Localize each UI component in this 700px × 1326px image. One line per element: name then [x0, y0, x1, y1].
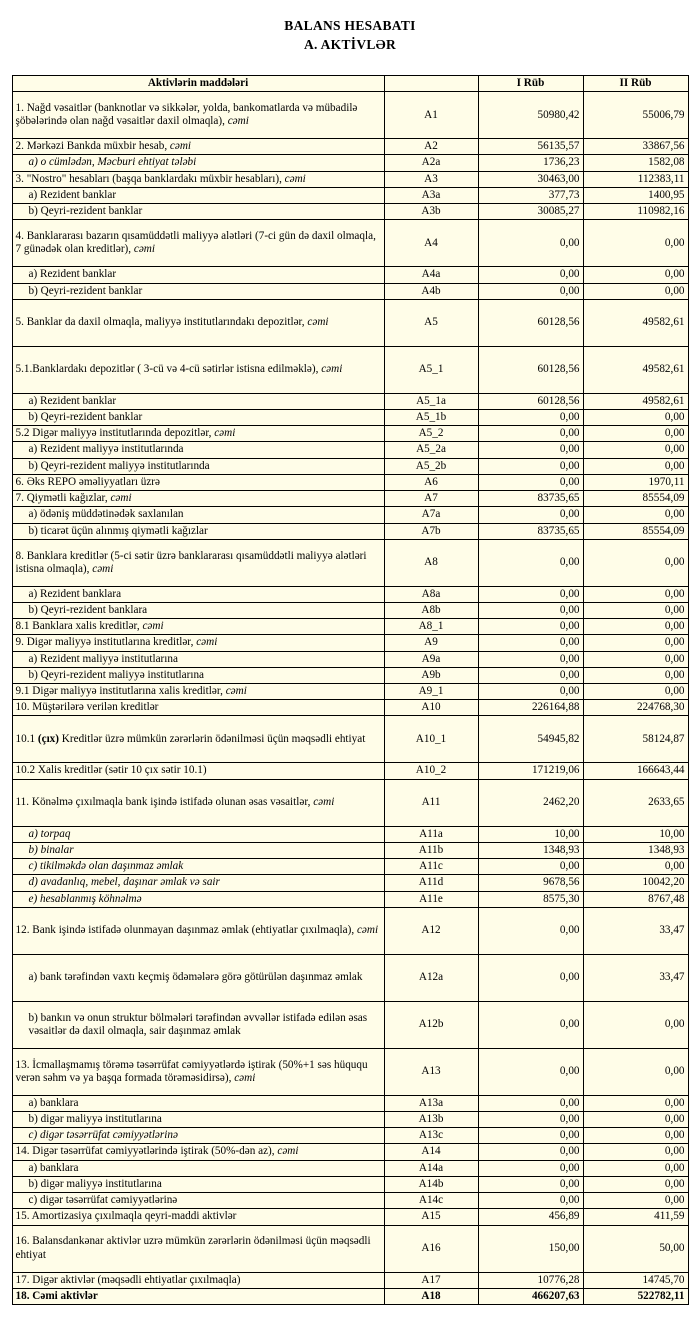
row-label: 11. Könəlmə çıxılmaqla bank işində istifadə olunan əsas vəsaitlər, cəmi [12, 779, 384, 826]
row-value-q1: 0,00 [478, 507, 583, 523]
row-label: 4. Banklararası bazarın qısamüddətli maliyyə alətləri (7-ci gün də daxil olmaqla, 7 günədək olan kreditlər), cəmi [12, 220, 384, 267]
row-code: A18 [384, 1288, 478, 1304]
row-value-q1: 0,00 [478, 651, 583, 667]
row-code: A10 [384, 700, 478, 716]
table-row [12, 1225, 688, 1272]
row-label: 5.1.Banklardakı depozitlər ( 3-cü və 4-cü sətirlər istisna edilməklə), cəmi [12, 346, 384, 393]
table-row [12, 283, 688, 299]
row-value-q1: 0,00 [478, 539, 583, 586]
table-row [12, 619, 688, 635]
row-label: a) o cümlədən, Məcburi ehtiyat tələbi [12, 155, 384, 171]
row-code: A6 [384, 474, 478, 490]
row-label: 10.2 Xalis kreditlər (sətir 10 çıx sətir 10.1) [12, 763, 384, 779]
row-value-q1: 0,00 [478, 619, 583, 635]
row-value-q2: 49582,61 [583, 393, 688, 409]
table-row [12, 507, 688, 523]
row-value-q1: 2462,20 [478, 779, 583, 826]
table-row [12, 474, 688, 490]
row-value-q1: 0,00 [478, 954, 583, 1001]
row-value-q2: 85554,09 [583, 491, 688, 507]
table-row [12, 539, 688, 586]
row-label: 8.1 Banklara xalis kreditlər, cəmi [12, 619, 384, 635]
row-value-q2: 0,00 [583, 1128, 688, 1144]
row-code: A11a [384, 826, 478, 842]
row-code: A5_2a [384, 442, 478, 458]
row-value-q1: 0,00 [478, 220, 583, 267]
table-row [12, 155, 688, 171]
row-value-q2: 0,00 [583, 1176, 688, 1192]
row-value-q1: 0,00 [478, 1112, 583, 1128]
row-value-q1: 30463,00 [478, 171, 583, 187]
row-value-q2: 0,00 [583, 1048, 688, 1095]
table-row [12, 763, 688, 779]
table-row [12, 635, 688, 651]
row-value-q1: 60128,56 [478, 346, 583, 393]
row-value-q1: 60128,56 [478, 299, 583, 346]
table-row [12, 139, 688, 155]
table-row [12, 651, 688, 667]
table-row [12, 954, 688, 1001]
row-code: A11e [384, 891, 478, 907]
row-value-q1: 456,89 [478, 1209, 583, 1225]
column-header-code [384, 76, 478, 92]
row-value-q1: 466207,63 [478, 1288, 583, 1304]
row-value-q2: 33,47 [583, 954, 688, 1001]
row-value-q2: 2633,65 [583, 779, 688, 826]
row-value-q2: 10042,20 [583, 875, 688, 891]
row-value-q2: 0,00 [583, 667, 688, 683]
row-value-q1: 0,00 [478, 907, 583, 954]
row-code: A12b [384, 1001, 478, 1048]
row-label: c) digər təsərrüfat cəmiyyətlərinə [12, 1193, 384, 1209]
document-page [0, 18, 700, 1305]
row-label: e) hesablanmış köhnəlmə [12, 891, 384, 907]
row-label: b) Qeyri-rezident banklara [12, 602, 384, 618]
row-value-q2: 0,00 [583, 1193, 688, 1209]
row-code: A17 [384, 1272, 478, 1288]
table-row [12, 92, 688, 139]
row-label: 16. Balansdankənar aktivlər uzrə mümkün zərərlərin ödənilməsi üçün məqsədli ehtiyat [12, 1225, 384, 1272]
table-row [12, 204, 688, 220]
row-value-q1: 30085,27 [478, 204, 583, 220]
row-value-q1: 0,00 [478, 267, 583, 283]
row-value-q2: 0,00 [583, 539, 688, 586]
row-value-q1: 0,00 [478, 684, 583, 700]
row-code: A10_2 [384, 763, 478, 779]
row-label: 17. Digər aktivlər (məqsədli ehtiyatlar çıxılmaqla) [12, 1272, 384, 1288]
row-value-q1: 0,00 [478, 586, 583, 602]
row-value-q1: 226164,88 [478, 700, 583, 716]
row-label: a) Rezident banklar [12, 393, 384, 409]
row-label: a) banklara [12, 1095, 384, 1111]
table-row [12, 409, 688, 425]
row-label: 2. Mərkəzi Bankda müxbir hesab, cəmi [12, 139, 384, 155]
row-code: A3 [384, 171, 478, 187]
row-value-q2: 1970,11 [583, 474, 688, 490]
row-value-q1: 0,00 [478, 602, 583, 618]
row-value-q2: 522782,11 [583, 1288, 688, 1304]
row-label: 9.1 Digər maliyyə institutlarına xalis kreditlər, cəmi [12, 684, 384, 700]
row-value-q2: 0,00 [583, 507, 688, 523]
row-value-q2: 411,59 [583, 1209, 688, 1225]
table-row [12, 220, 688, 267]
row-label: a) banklara [12, 1160, 384, 1176]
row-value-q2: 0,00 [583, 602, 688, 618]
row-value-q2: 1400,95 [583, 187, 688, 203]
row-label: 7. Qiymətli kağızlar, cəmi [12, 491, 384, 507]
row-code: A16 [384, 1225, 478, 1272]
row-label: b) binalar [12, 842, 384, 858]
table-header-row [12, 76, 688, 92]
row-label: 14. Digər təsərrüfat cəmiyyətlərində iştirak (50%-dən az), cəmi [12, 1144, 384, 1160]
row-code: A11 [384, 779, 478, 826]
table-row [12, 1209, 688, 1225]
row-value-q2: 0,00 [583, 458, 688, 474]
row-label: a) torpaq [12, 826, 384, 842]
table-row [12, 299, 688, 346]
row-value-q1: 0,00 [478, 1048, 583, 1095]
row-value-q1: 0,00 [478, 409, 583, 425]
row-code: A8 [384, 539, 478, 586]
row-value-q1: 0,00 [478, 859, 583, 875]
row-code: A5_1a [384, 393, 478, 409]
row-code: A11b [384, 842, 478, 858]
row-value-q2: 1582,08 [583, 155, 688, 171]
row-code: A4 [384, 220, 478, 267]
row-code: A13b [384, 1112, 478, 1128]
row-value-q2: 50,00 [583, 1225, 688, 1272]
row-label: b) bankın və onun struktur bölmələri tərəfindən əvvəllər istifadə edilən əsas vəsaitlər də daxil olmaqla, sair daşınmaz əmlak [12, 1001, 384, 1048]
row-label: 5.2 Digər maliyyə institutlarında depozitlər, cəmi [12, 426, 384, 442]
row-value-q2: 0,00 [583, 1144, 688, 1160]
table-row [12, 1144, 688, 1160]
row-code: A9b [384, 667, 478, 683]
table-row [12, 171, 688, 187]
row-code: A8_1 [384, 619, 478, 635]
row-value-q2: 0,00 [583, 1001, 688, 1048]
table-row [12, 586, 688, 602]
row-label: 13. İcmallaşmamış törəmə təsərrüfat cəmiyyətlərdə iştirak (50%+1 səs hüququ verən səhm və ya başqa formada törəməsidirsə), cəmi [12, 1048, 384, 1095]
table-row [12, 700, 688, 716]
row-label: 1. Nağd vəsaitlər (banknotlar və sikkələr, yolda, bankomatlarda və mübadilə şöbələrində olan nağd vəsaitlər daxil olmaqla), cəmi [12, 92, 384, 139]
row-code: A13 [384, 1048, 478, 1095]
row-code: A11c [384, 859, 478, 875]
table-row [12, 1048, 688, 1095]
table-header [12, 76, 688, 92]
table-row [12, 684, 688, 700]
column-header-q2: II Rüb [583, 76, 688, 92]
row-value-q1: 60128,56 [478, 393, 583, 409]
row-code: A9 [384, 635, 478, 651]
table-row [12, 442, 688, 458]
row-label: b) Qeyri-rezident maliyyə institutlarında [12, 458, 384, 474]
row-code: A15 [384, 1209, 478, 1225]
row-code: A8b [384, 602, 478, 618]
row-value-q2: 49582,61 [583, 346, 688, 393]
row-value-q2: 14745,70 [583, 1272, 688, 1288]
table-row [12, 779, 688, 826]
row-label: a) Rezident banklara [12, 586, 384, 602]
table-row [12, 842, 688, 858]
row-value-q2: 0,00 [583, 220, 688, 267]
row-code: A14b [384, 1176, 478, 1192]
table-row [12, 346, 688, 393]
row-code: A13c [384, 1128, 478, 1144]
row-value-q1: 1736,23 [478, 155, 583, 171]
row-code: A13a [384, 1095, 478, 1111]
row-code: A14c [384, 1193, 478, 1209]
row-value-q2: 85554,09 [583, 523, 688, 539]
row-label: d) avadanlıq, mebel, daşınar əmlak və sair [12, 875, 384, 891]
row-value-q2: 0,00 [583, 651, 688, 667]
table-row [12, 602, 688, 618]
row-code: A5_1b [384, 409, 478, 425]
row-value-q2: 0,00 [583, 426, 688, 442]
row-label: b) Qeyri-rezident maliyyə institutlarına [12, 667, 384, 683]
table-row [12, 826, 688, 842]
row-value-q2: 110982,16 [583, 204, 688, 220]
table-row [12, 267, 688, 283]
row-value-q1: 0,00 [478, 283, 583, 299]
row-label: 6. Əks REPO əməliyyatları üzrə [12, 474, 384, 490]
row-value-q2: 0,00 [583, 409, 688, 425]
row-label: c) tikilməkdə olan daşınmaz əmlak [12, 859, 384, 875]
row-value-q1: 83735,65 [478, 491, 583, 507]
table-row [12, 1288, 688, 1304]
row-code: A5_2 [384, 426, 478, 442]
row-value-q2: 0,00 [583, 586, 688, 602]
row-label: a) ödəniş müddətinədək saxlanılan [12, 507, 384, 523]
column-header-q1: I Rüb [478, 76, 583, 92]
row-code: A5_2b [384, 458, 478, 474]
table-row [12, 426, 688, 442]
table-row [12, 1112, 688, 1128]
row-value-q1: 171219,06 [478, 763, 583, 779]
row-value-q1: 54945,82 [478, 716, 583, 763]
row-label: 18. Cəmi aktivlər [12, 1288, 384, 1304]
table-row [12, 1128, 688, 1144]
row-label: b) Qeyri-rezident banklar [12, 283, 384, 299]
page-subtitle: A. AKTİVLƏR [303, 37, 397, 52]
row-value-q1: 10776,28 [478, 1272, 583, 1288]
row-label: 12. Bank işində istifadə olunmayan daşınmaz əmlak (ehtiyatlar çıxılmaqla), cəmi [12, 907, 384, 954]
row-label: 15. Amortizasiya çıxılmaqla qeyri-maddi aktivlər [12, 1209, 384, 1225]
row-label: 10.1 (çıx) Kreditlər üzrə mümkün zərərlərin ödənilməsi üçün məqsədli ehtiyat [12, 716, 384, 763]
row-code: A14a [384, 1160, 478, 1176]
row-value-q1: 0,00 [478, 667, 583, 683]
row-label: b) ticarət üçün alınmış qiymətli kağızlar [12, 523, 384, 539]
row-value-q2: 55006,79 [583, 92, 688, 139]
row-value-q2: 0,00 [583, 267, 688, 283]
row-value-q1: 377,73 [478, 187, 583, 203]
table-row [12, 716, 688, 763]
row-code: A4b [384, 283, 478, 299]
row-code: A3a [384, 187, 478, 203]
row-code: A9_1 [384, 684, 478, 700]
row-code: A5_1 [384, 346, 478, 393]
row-code: A7 [384, 491, 478, 507]
row-value-q2: 0,00 [583, 1160, 688, 1176]
row-value-q1: 50980,42 [478, 92, 583, 139]
row-code: A5 [384, 299, 478, 346]
row-value-q2: 0,00 [583, 283, 688, 299]
table-row [12, 523, 688, 539]
row-value-q2: 8767,48 [583, 891, 688, 907]
row-value-q2: 49582,61 [583, 299, 688, 346]
table-row [12, 1176, 688, 1192]
row-value-q1: 83735,65 [478, 523, 583, 539]
row-code: A2a [384, 155, 478, 171]
row-code: A12 [384, 907, 478, 954]
row-value-q1: 150,00 [478, 1225, 583, 1272]
table-row [12, 1095, 688, 1111]
row-label: b) digər maliyyə institutlarına [12, 1112, 384, 1128]
row-code: A4a [384, 267, 478, 283]
column-header-label: Aktivlərin maddələri [12, 76, 384, 92]
row-value-q2: 58124,87 [583, 716, 688, 763]
row-value-q1: 0,00 [478, 1176, 583, 1192]
row-label: b) digər maliyyə institutlarına [12, 1176, 384, 1192]
row-value-q1: 56135,57 [478, 139, 583, 155]
row-value-q2: 10,00 [583, 826, 688, 842]
row-label: 9. Digər maliyyə institutlarına kreditlər, cəmi [12, 635, 384, 651]
row-value-q2: 112383,11 [583, 171, 688, 187]
row-value-q1: 0,00 [478, 458, 583, 474]
row-code: A9a [384, 651, 478, 667]
row-code: A7a [384, 507, 478, 523]
row-value-q2: 0,00 [583, 1095, 688, 1111]
row-value-q1: 0,00 [478, 635, 583, 651]
row-value-q2: 33867,56 [583, 139, 688, 155]
row-value-q2: 33,47 [583, 907, 688, 954]
row-code: A8a [384, 586, 478, 602]
row-value-q1: 0,00 [478, 426, 583, 442]
row-label: 10. Müştərilərə verilən kreditlər [12, 700, 384, 716]
page-title: BALANS HESABATI [284, 18, 416, 33]
table-row [12, 907, 688, 954]
row-value-q2: 0,00 [583, 859, 688, 875]
row-value-q1: 0,00 [478, 1001, 583, 1048]
row-value-q1: 0,00 [478, 1144, 583, 1160]
row-value-q2: 0,00 [583, 619, 688, 635]
row-value-q2: 0,00 [583, 635, 688, 651]
row-value-q2: 224768,30 [583, 700, 688, 716]
row-label: c) digər təsərrüfat cəmiyyətlərinə [12, 1128, 384, 1144]
row-label: a) Rezident banklar [12, 187, 384, 203]
row-value-q2: 0,00 [583, 442, 688, 458]
row-value-q1: 0,00 [478, 1193, 583, 1209]
row-value-q2: 1348,93 [583, 842, 688, 858]
row-value-q1: 0,00 [478, 442, 583, 458]
row-label: 3. "Nostro" hesabları (başqa banklardakı müxbir hesabları), cəmi [12, 171, 384, 187]
table-row [12, 491, 688, 507]
table-row [12, 458, 688, 474]
table-body [12, 92, 688, 1305]
table-row [12, 1193, 688, 1209]
row-code: A11d [384, 875, 478, 891]
row-label: a) Rezident maliyyə institutlarına [12, 651, 384, 667]
row-code: A2 [384, 139, 478, 155]
table-row [12, 1001, 688, 1048]
row-value-q1: 9678,56 [478, 875, 583, 891]
row-code: A1 [384, 92, 478, 139]
row-value-q1: 8575,30 [478, 891, 583, 907]
table-row [12, 875, 688, 891]
table-row [12, 859, 688, 875]
row-code: A3b [384, 204, 478, 220]
row-label: b) Qeyri-rezident banklar [12, 409, 384, 425]
row-value-q1: 0,00 [478, 474, 583, 490]
row-value-q2: 0,00 [583, 1112, 688, 1128]
table-row [12, 891, 688, 907]
row-value-q2: 0,00 [583, 684, 688, 700]
table-row [12, 393, 688, 409]
row-label: 8. Banklara kreditlər (5-ci sətir üzrə banklararası qısamüddətli maliyyə alətləri istisna olmaqla), cəmi [12, 539, 384, 586]
row-label: a) Rezident banklar [12, 267, 384, 283]
table-row [12, 667, 688, 683]
row-code: A14 [384, 1144, 478, 1160]
table-row [12, 1160, 688, 1176]
table-row [12, 1272, 688, 1288]
row-value-q1: 10,00 [478, 826, 583, 842]
row-label: 5. Banklar da daxil olmaqla, maliyyə institutlarındakı depozitlər, cəmi [12, 299, 384, 346]
row-value-q2: 166643,44 [583, 763, 688, 779]
row-code: A10_1 [384, 716, 478, 763]
row-value-q1: 0,00 [478, 1095, 583, 1111]
row-label: a) bank tərəfindən vaxtı keçmiş ödəmələrə görə götürülən daşınmaz əmlak [12, 954, 384, 1001]
row-value-q1: 0,00 [478, 1160, 583, 1176]
row-label: a) Rezident maliyyə institutlarında [12, 442, 384, 458]
table-row [12, 187, 688, 203]
row-code: A12a [384, 954, 478, 1001]
row-code: A7b [384, 523, 478, 539]
balance-sheet-table [12, 75, 689, 1305]
row-label: b) Qeyri-rezident banklar [12, 204, 384, 220]
row-value-q1: 0,00 [478, 1128, 583, 1144]
row-value-q1: 1348,93 [478, 842, 583, 858]
